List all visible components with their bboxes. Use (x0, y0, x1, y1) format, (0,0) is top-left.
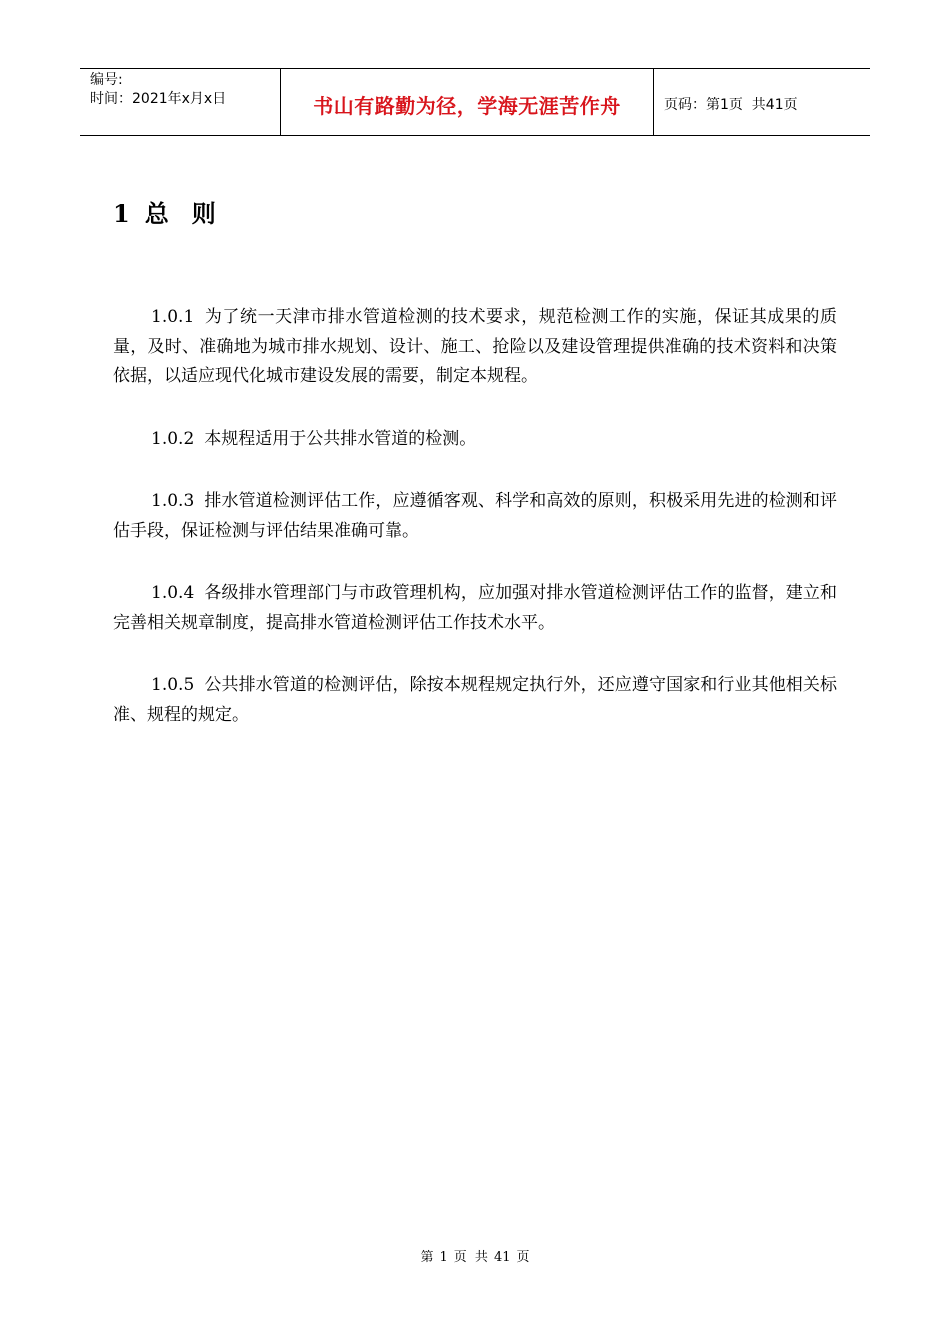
clause-text: 本规程适用于公共排水管道的检测。 (204, 428, 477, 449)
page-footer (0, 1246, 950, 1265)
clause-number: 1.0.3 (151, 491, 195, 511)
document-time-label: 时间：2021年x月x日 (90, 91, 227, 107)
clause-text: 为了统一天津市排水管道检测的技术要求，规范检测工作的实施，保证其成果的质量，及时、准确地为城市排水规划、设计、施工、抢险以及建设管理提供准确的技术资料和决策依据，以适应现代化城市建设发展的需要，制定本规程。 (113, 307, 837, 386)
footer-page-suffix: 页 (516, 1250, 530, 1265)
clause-number: 1.0.1 (151, 307, 195, 327)
clause-number: 1.0.5 (151, 675, 195, 695)
chapter-title-char-2: 则 (191, 199, 217, 228)
clause-paragraph (113, 579, 837, 638)
document-number-label: 编号: (90, 72, 123, 88)
page-header-table (80, 68, 870, 136)
clause-number: 1.0.4 (151, 583, 195, 603)
clause-paragraph (113, 303, 837, 392)
clause-text: 各级排水管理部门与市政管理机构，应加强对排水管道检测评估工作的监督，建立和完善相关规章制度，提高排水管道检测评估工作技术水平。 (113, 583, 837, 633)
header-meta-cell (80, 69, 281, 135)
clause-text: 排水管道检测评估工作，应遵循客观、科学和高效的原则，积极采用先进的检测和评估手段，保证检测与评估结果准确可靠。 (113, 491, 837, 541)
clause-paragraph (113, 671, 837, 730)
header-page-cell (654, 69, 870, 135)
header-motto: 书山有路勤为径，学海无涯苦作舟 (313, 93, 621, 118)
clause-paragraph (113, 425, 837, 455)
clause-text: 公共排水管道的检测评估，除按本规程规定执行外，还应遵守国家和行业其他相关标准、规程的规定。 (113, 675, 837, 725)
footer-page-number: 1 (439, 1250, 448, 1265)
chapter-heading (113, 194, 217, 229)
chapter-body (113, 303, 837, 763)
clause-number: 1.0.2 (151, 428, 195, 449)
footer-page-mid: 页 共 (453, 1250, 488, 1265)
header-motto-cell (281, 69, 654, 135)
footer-page-prefix: 第 (420, 1250, 434, 1265)
chapter-title-char-1: 总 (144, 199, 170, 228)
footer-total-pages: 41 (493, 1250, 511, 1265)
clause-paragraph (113, 487, 837, 546)
chapter-number: 1 (113, 199, 131, 228)
header-page-info: 页码：第1页 共41页 (664, 97, 798, 113)
